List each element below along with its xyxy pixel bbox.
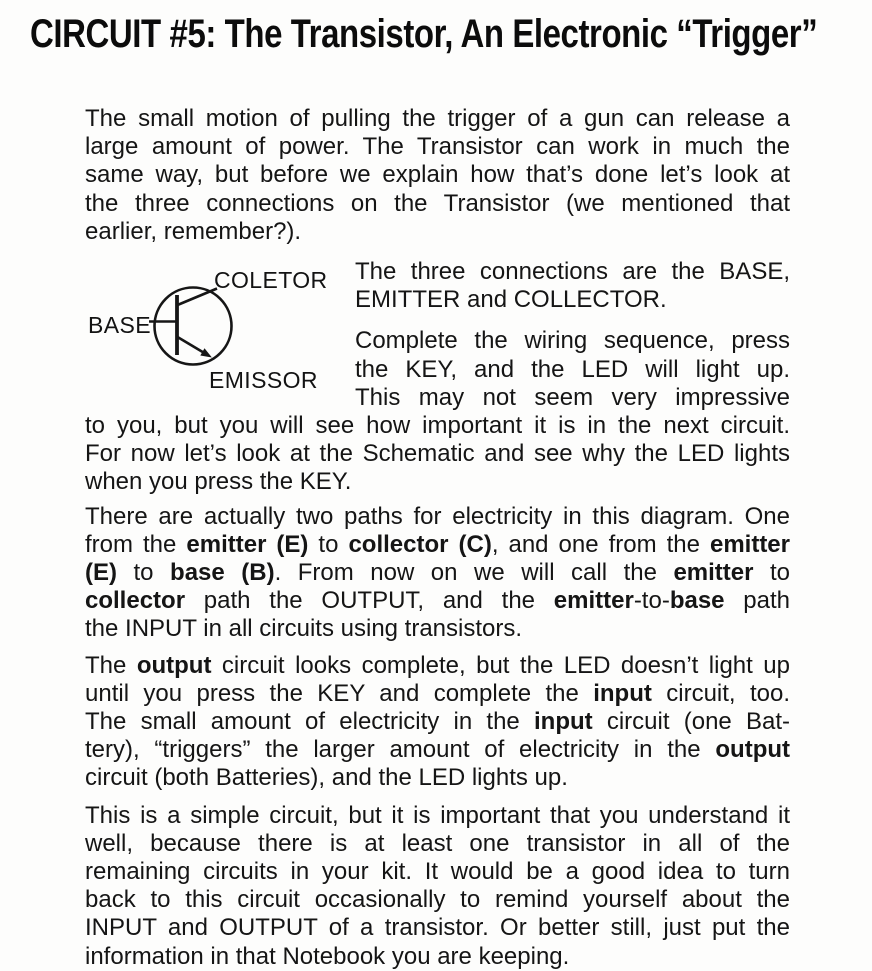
text-line: same way, but before we explain how that’s done let’s look at [85, 161, 790, 189]
text-line: EMITTER and COLLECTOR. [355, 286, 667, 314]
paragraph-output-input [85, 652, 790, 793]
text-line: This is a simple circuit, but it is important that you understand it [85, 801, 790, 829]
base-label: BASE [88, 312, 151, 339]
text-line: from the emitter (E) to collector (C), and one from the emitter [85, 530, 790, 558]
text-line: the KEY, and the LED will light up. [355, 355, 790, 383]
text-line: circuit (both Batteries), and the LED lights up. [85, 764, 568, 792]
text-line: to you, but you will see how important it is in the next circuit. [85, 412, 790, 440]
text-line: back to this circuit occasionally to remind yourself about the [85, 886, 790, 914]
paragraph-intro [85, 105, 790, 246]
text-line: remaining circuits in your kit. It would be a good idea to turn [85, 858, 790, 886]
text-line: The output circuit looks complete, but the LED doesn’t light up [85, 651, 790, 679]
text-line: the INPUT in all circuits using transistors. [85, 615, 523, 643]
text-line: until you press the KEY and complete the input circuit, too. [85, 679, 790, 707]
emitter-label: EMISSOR [209, 367, 318, 394]
text-line: (E) to base (B). From now on we will call the emitter to [85, 559, 790, 587]
text-line: There are actually two paths for electricity in this diagram. One [85, 502, 790, 530]
text-line: The small amount of electricity in the input circuit (one Bat- [85, 708, 790, 736]
paragraph-summary [85, 802, 790, 971]
body-text [85, 105, 790, 971]
text-line: INPUT and OUTPUT of a transistor. Or better still, just put the [85, 914, 790, 942]
text-line: well, because there is at least one transistor in all of the [85, 829, 790, 857]
text-line: earlier, remember?). [85, 217, 302, 245]
collector-label: COLETOR [214, 267, 328, 294]
text-line: when you press the KEY. [85, 468, 352, 496]
text-line: the three connections on the Transistor (we mentioned that [85, 189, 790, 217]
figure-text-wrap [85, 258, 790, 497]
transistor-figure [85, 258, 355, 398]
text-line: The small motion of pulling the trigger of a gun can release a [85, 105, 790, 132]
text-line: information in that Notebook you are keeping. [85, 942, 570, 970]
text-line: tery), “triggers” the larger amount of electricity in the output [85, 736, 790, 764]
text-line: This may not seem very impressive [355, 383, 790, 411]
paragraph-two-paths [85, 503, 790, 644]
text-line: large amount of power. The Transistor can work in much the [85, 133, 790, 161]
page-title: CIRCUIT #5: The Transistor, An Electronic “Trigger” [30, 12, 818, 56]
text-line: The three connections are the BASE, [355, 258, 790, 286]
text-line: collector path the OUTPUT, and the emitter-to-base path [85, 587, 790, 615]
text-line: For now let’s look at the Schematic and see why the LED lights [85, 440, 790, 468]
text-line: Complete the wiring sequence, press [355, 327, 790, 355]
